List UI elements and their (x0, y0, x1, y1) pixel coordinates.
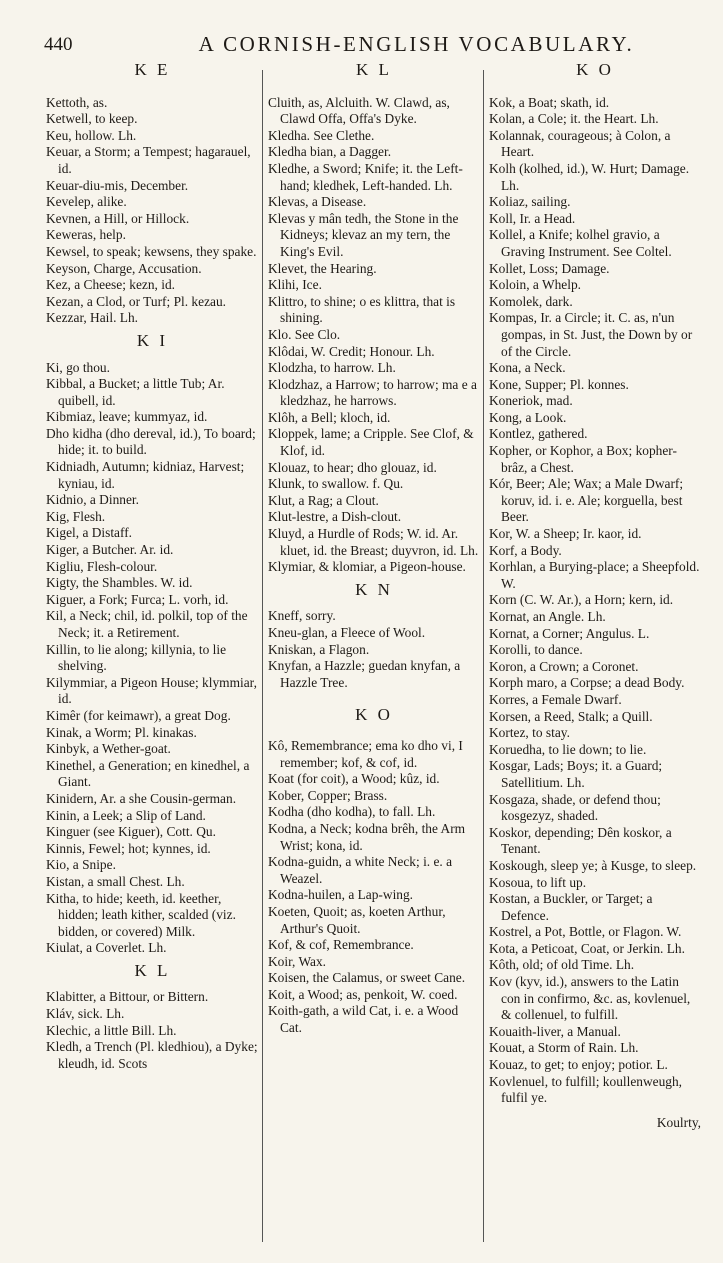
section-heading: K L (356, 60, 392, 79)
vocabulary-entry: Kledhe, a Sword; Knife; it. the Left-hand; kledhek, Left-handed. Lh. (268, 160, 463, 193)
vocabulary-entry: Korn (C. W. Ar.), a Horn; kern, id. (489, 592, 674, 608)
vocabulary-entry: Koir, Wax. (268, 953, 327, 969)
vocabulary-entry: Kontlez, gathered. (489, 426, 588, 442)
vocabulary-entry: Kollel, a Knife; kolhel gravio, a Graving Instrument. See Coltel. (489, 227, 672, 259)
vocabulary-entry: Kodna-huilen, a Lap-wing. (268, 887, 414, 903)
section-heading: K I (136, 330, 169, 350)
page-title: A CORNISH-ENGLISH VOCABULARY. (198, 32, 635, 56)
vocabulary-entry: Keu, hollow. Lh. (46, 127, 137, 143)
vocabulary-entry: Kodna-guidn, a white Neck; i. e. a Weazel. (268, 854, 453, 886)
vocabulary-entry: Kinethel, a Generation; en kinedhel, a Giant. (46, 757, 250, 790)
vocabulary-entry: Koron, a Crown; a Coronet. (489, 658, 639, 674)
column-right (489, 62, 701, 1131)
vocabulary-entry: Klo. See Clo. (268, 326, 341, 342)
vocabulary-entry: Kouaith-liver, a Manual. (489, 1023, 621, 1039)
vocabulary-entry: Ki, go thou. (46, 359, 110, 375)
vocabulary-entry: Klevas y mân tedh, the Stone in the Kidneys; klevaz an my tern, the King's Evil. (268, 210, 459, 259)
vocabulary-entry: Kodna, a Neck; kodna brêh, the Arm Wrist; kona, id. (268, 820, 466, 853)
page-header (40, 30, 683, 60)
vocabulary-entry: Kil, a Neck; chil, id. polkil, top of the Neck; it. a Retirement. (46, 608, 248, 640)
vocabulary-entry: Kór, Beer; Ale; Wax; a Male Dwarf; koruv, id. i. e. Ale; korguella, best Beer. (489, 476, 684, 525)
vocabulary-entry: Koisen, the Calamus, or sweet Cane. (268, 970, 466, 986)
vocabulary-entry: Kledh, a Trench (Pl. kledhiou), a Dyke; kleudh, id. Scots (46, 1039, 258, 1071)
vocabulary-entry: Korsen, a Reed, Stalk; a Quill. (489, 708, 653, 724)
vocabulary-entry: Kettoth, as. (46, 94, 108, 110)
column-left (46, 62, 259, 1072)
vocabulary-entry: Korres, a Female Dwarf. (489, 691, 622, 707)
section-heading: K O (355, 705, 393, 725)
vocabulary-entry: Kloppek, lame; a Cripple. See Clof, & Klof, id. (268, 426, 474, 459)
vocabulary-entry: Klouaz, to hear; dho glouaz, id. (268, 459, 437, 475)
vocabulary-entry: Dho kidha (dho dereval, id.), To board; hide; it. to build. (46, 425, 256, 458)
vocabulary-entry: Kinak, a Worm; Pl. kinakas. (46, 724, 197, 740)
page-number: 440 (44, 34, 73, 55)
vocabulary-entry: Cluith, as, Alcluith. W. Clawd, as, Clawd Offa, Offa's Dyke. (268, 94, 450, 127)
vocabulary-entry: Kilymmiar, a Pigeon House; klymmiar, id. (46, 674, 257, 707)
vocabulary-entry: Klodzhaz, a Harrow; to harrow; ma e a kledzhaz, he harrows. (268, 376, 477, 409)
vocabulary-entry: Kledha bian, a Dagger. (268, 144, 392, 160)
vocabulary-entry: Korph maro, a Corpse; a dead Body. (489, 675, 685, 691)
catchword: Koulrty, (656, 1114, 701, 1130)
vocabulary-entry: Kio, a Snipe. (46, 857, 116, 873)
vocabulary-entry: Kortez, to stay. (489, 725, 570, 741)
vocabulary-entry: Keweras, help. (46, 227, 126, 243)
vocabulary-entry: Kneu-glan, a Fleece of Wool. (268, 625, 426, 640)
vocabulary-entry: Klôdai, W. Credit; Honour. Lh. (268, 343, 435, 359)
vocabulary-entry: Korhlan, a Burying-place; a Sheepfold. W. (489, 559, 700, 591)
vocabulary-entry: Kostan, a Buckler, or Target; a Defence. (489, 891, 653, 923)
vocabulary-entry: Kledha. See Clethe. (268, 127, 375, 143)
vocabulary-entry: Korolli, to dance. (489, 642, 583, 658)
vocabulary-entry: Kinguer (see Kiguer), Cott. Qu. (46, 824, 216, 840)
section-heading: K L (134, 960, 171, 980)
vocabulary-entry: Klymiar, & klomiar, a Pigeon-house. (268, 559, 466, 575)
vocabulary-entry: Kouaz, to get; to enjoy; potior. L. (489, 1057, 668, 1073)
vocabulary-entry: Kolan, a Cole; it. the Heart. Lh. (489, 111, 659, 127)
vocabulary-entry: Klut, a Rag; a Clout. (268, 492, 379, 508)
vocabulary-entry: Kiguer, a Fork; Furca; L. vorh, id. (46, 591, 229, 607)
vocabulary-entry: Kosoua, to lift up. (489, 874, 587, 890)
vocabulary-entry: Kiulat, a Coverlet. Lh. (46, 940, 167, 956)
vocabulary-entry: Kigty, the Shambles. W. id. (46, 575, 193, 591)
vocabulary-entry: Kota, a Peticoat, Coat, or Jerkin. Lh. (489, 940, 685, 956)
vocabulary-entry: Kosgar, Lads; Boys; it. a Guard; Satellitium. Lh. (489, 758, 663, 790)
vocabulary-entry: Kevelep, alike. (46, 194, 127, 210)
vocabulary-entry: Killin, to lie along; killynia, to lie shelving. (46, 641, 227, 674)
vocabulary-entry: Kovlenuel, to fulfill; koullenweugh, fulfil ye. (489, 1073, 683, 1106)
vocabulary-entry: Kornat, an Angle. Lh. (489, 609, 606, 624)
vocabulary-entry: Kosgaza, shade, or defend thou; kosgezyz, shaded. (489, 791, 661, 824)
vocabulary-entry: Klittro, to shine; o es klittra, that is shining. (268, 293, 456, 326)
vocabulary-entry: Klabitter, a Bittour, or Bittern. (46, 989, 209, 1005)
vocabulary-entry: Koskough, sleep ye; à Kusge, to sleep. (489, 857, 697, 873)
vocabulary-entry: Kistan, a small Chest. Lh. (46, 873, 185, 889)
vocabulary-entry: Kidniadh, Autumn; kidniaz, Harvest; kyniau, id. (46, 459, 245, 491)
vocabulary-entry: Kompas, Ir. a Circle; it. C. as, n'un gompas, in St. Just, the Down by or of the Circle. (489, 310, 693, 359)
vocabulary-entry: Kevnen, a Hill, or Hillock. (46, 210, 190, 226)
vocabulary-entry: Knyfan, a Hazzle; guedan knyfan, a Hazzle Tree. (268, 658, 461, 690)
vocabulary-entry: Kinbyk, a Wether-goat. (46, 741, 171, 757)
vocabulary-entry: Klevet, the Hearing. (268, 260, 377, 276)
vocabulary-entry: Kimêr (for keimawr), a great Dog. (46, 707, 231, 723)
vocabulary-entry: Kok, a Boat; skath, id. (489, 94, 610, 110)
vocabulary-entry: Klodzha, to harrow. Lh. (268, 360, 396, 376)
vocabulary-entry: Kneff, sorry. (268, 608, 336, 624)
column-middle (268, 62, 480, 1037)
vocabulary-entry: Komolek, dark. (489, 293, 573, 309)
vocabulary-entry: Kollet, Loss; Damage. (489, 260, 610, 276)
vocabulary-entry: Koskor, depending; Dên koskor, a Tenant. (489, 824, 672, 857)
vocabulary-entry: Kidnio, a Dinner. (46, 492, 139, 508)
vocabulary-entry: Koll, Ir. a Head. (489, 210, 576, 226)
vocabulary-entry: Koliaz, sailing. (489, 194, 571, 210)
vocabulary-entry: Kluyd, a Hurdle of Rods; W. id. Ar. kluet, id. the Breast; duyvron, id. Lh. (268, 526, 479, 558)
vocabulary-entry: Koruedha, to lie down; to lie. (489, 741, 647, 757)
vocabulary-entry: Koneriok, mad. (489, 393, 573, 409)
vocabulary-entry: Kong, a Look. (489, 409, 567, 425)
section-heading: K N (355, 579, 393, 599)
vocabulary-entry: Korf, a Body. (489, 542, 562, 558)
vocabulary-entry: Kigliu, Flesh-colour. (46, 558, 158, 574)
vocabulary-entry: Kodha (dho kodha), to fall. Lh. (268, 804, 436, 820)
vocabulary-entry: Kinin, a Leek; a Slip of Land. (46, 807, 206, 823)
vocabulary-entry: Koit, a Wood; as, penkoit, W. coed. (268, 986, 458, 1002)
vocabulary-entry: Klechic, a little Bill. Lh. (46, 1022, 177, 1038)
vocabulary-entry: Kinidern, Ar. a she Cousin-german. (46, 790, 237, 806)
vocabulary-entry: Kniskan, a Flagon. (268, 641, 370, 657)
vocabulary-entry: Koeten, Quoit; as, koeten Arthur, Arthur's Quoit. (268, 903, 446, 936)
vocabulary-entry: Kô, Remembrance; ema ko dho vi, I remember; kof, & cof, id. (268, 737, 463, 770)
vocabulary-entry: Kláv, sick. Lh. (46, 1006, 125, 1022)
vocabulary-entry: Kibmiaz, leave; kummyaz, id. (46, 409, 208, 425)
vocabulary-entry: Kopher, or Kophor, a Box; kopher-brâz, a Chest. (489, 443, 677, 475)
vocabulary-entry: Kigel, a Distaff. (46, 525, 133, 541)
vocabulary-entry: Keuar-diu-mis, December. (46, 177, 189, 193)
section-heading: K O (576, 60, 614, 79)
vocabulary-entry: Kolh (kolhed, id.), W. Hurt; Damage. Lh. (489, 160, 690, 193)
vocabulary-entry: Kornat, a Corner; Angulus. L. (489, 625, 650, 641)
vocabulary-entry: Kezan, a Clod, or Turf; Pl. kezau. (46, 293, 227, 309)
vocabulary-entry: Kezzar, Hail. Lh. (46, 310, 139, 326)
vocabulary-entry: Kov (kyv, id.), answers to the Latin con in confirmo, &c. as, kovlenuel, & collenuel, to fulfill. (489, 974, 691, 1023)
vocabulary-entry: Kiger, a Butcher. Ar. id. (46, 542, 174, 558)
vocabulary-entry: Kitha, to hide; keeth, id. keether, hidden; leath kither, scalded (viz. bidden, or covered) Milk. (46, 890, 236, 939)
vocabulary-entry: Ketwell, to keep. (46, 111, 138, 127)
vocabulary-entry: Kone, Supper; Pl. konnes. (489, 376, 629, 392)
vocabulary-entry: Kober, Copper; Brass. (268, 787, 388, 803)
vocabulary-entry: Kôth, old; of old Time. Lh. (489, 957, 635, 973)
vocabulary-entry: Klôh, a Bell; kloch, id. (268, 409, 391, 425)
vocabulary-entry: Kolannak, courageous; à Colon, a Heart. (489, 127, 671, 160)
vocabulary-entry: Klevas, a Disease. (268, 194, 367, 210)
column-rule (483, 70, 484, 1242)
vocabulary-entry: Kig, Flesh. (46, 508, 106, 524)
vocabulary-entry: Kouat, a Storm of Rain. Lh. (489, 1040, 639, 1056)
vocabulary-entry: Kewsel, to speak; kewsens, they spake. (46, 243, 257, 259)
vocabulary-entry: Keuar, a Storm; a Tempest; hagarauel, id. (46, 144, 251, 176)
column-rule (262, 70, 263, 1242)
vocabulary-entry: Kibbal, a Bucket; a little Tub; Ar. quibell, id. (46, 376, 225, 408)
vocabulary-entry: Koat (for coit), a Wood; kûz, id. (268, 771, 440, 787)
vocabulary-entry: Kof, & cof, Remembrance. (268, 937, 414, 953)
vocabulary-entry: Kinnis, Fewel; hot; kynnes, id. (46, 840, 211, 856)
vocabulary-entry: Keyson, Charge, Accusation. (46, 260, 202, 276)
vocabulary-entry: Klihi, Ice. (268, 277, 322, 293)
vocabulary-entry: Kostrel, a Pot, Bottle, or Flagon. W. (489, 924, 682, 940)
vocabulary-entry: Koloin, a Whelp. (489, 277, 581, 293)
vocabulary-entry: Kona, a Neck. (489, 360, 566, 376)
vocabulary-entry: Kez, a Cheese; kezn, id. (46, 277, 176, 293)
section-heading: K E (134, 60, 171, 79)
vocabulary-entry: Koith-gath, a wild Cat, i. e. a Wood Cat. (268, 1003, 459, 1036)
vocabulary-entry: Klut-lestre, a Dish-clout. (268, 509, 402, 525)
vocabulary-entry: Kor, W. a Sheep; Ir. kaor, id. (489, 526, 642, 542)
vocabulary-entry: Klunk, to swallow. f. Qu. (268, 476, 404, 492)
